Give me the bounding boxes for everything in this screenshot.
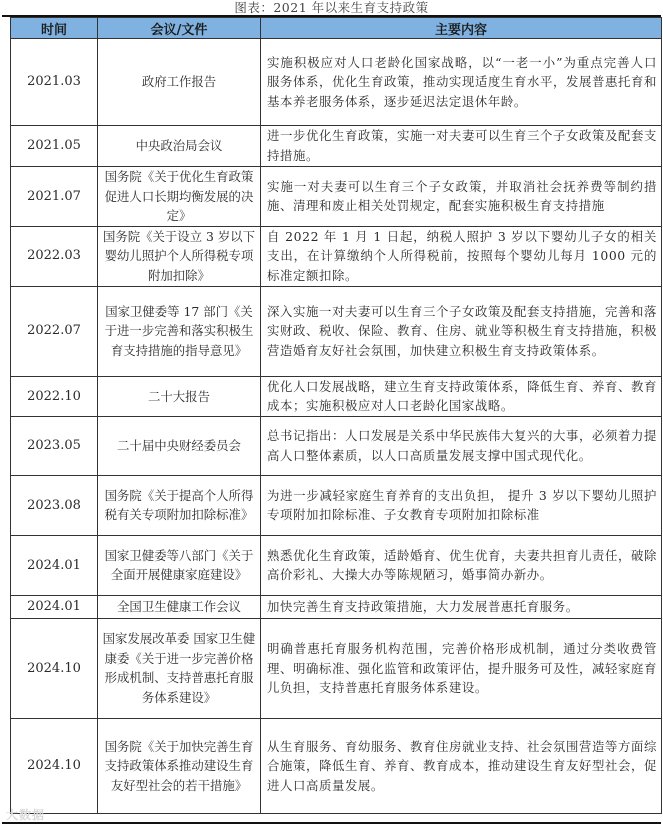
cell-content: 优化人口发展战略，建立生育支持政策体系，降低生育、养育、教育成本；实施积极应对人口老龄化国家战略。 (261, 376, 662, 416)
cell-meeting: 政府工作报告 (98, 39, 261, 126)
cell-content: 自 2022 年 1 月 1 日起，纳税人照护 3 岁以下婴幼儿子女的相关支出，在计算缴纳个人所得税前，按照每个婴幼儿每月 1000 元的标准定额扣除。 (261, 226, 662, 286)
cell-content: 熟悉优化生育政策，适龄婚育、优生优育，夫妻共担育儿责任，破除高价彩礼、大操大办等陈规陋习，婚事简办新办。 (261, 535, 662, 595)
cell-content: 实施积极应对人口老龄化国家战略，以“一老一小”为重点完善人口服务体系，优化生育政策，推动实现适度生育水平，发展普惠托育和基本养老服务体系，逐步延迟法定退休年龄。 (261, 39, 662, 126)
cell-content: 进一步优化生育政策，实施一对夫妻可以生育三个子女政策及配套支持措施。 (261, 126, 662, 167)
table-row (11, 126, 662, 167)
cell-meeting: 二十大报告 (98, 376, 261, 416)
header-row (11, 18, 662, 39)
bottom-rule (2, 822, 661, 824)
header-time: 时间 (11, 18, 98, 39)
cell-meeting: 中央政治局会议 (98, 126, 261, 167)
cell-time: 2021.07 (11, 167, 98, 227)
cell-time: 2022.07 (11, 286, 98, 376)
table-row (11, 167, 662, 227)
table-row (11, 226, 662, 286)
cell-content: 从生育服务、育幼服务、教育住房就业支持、社会氛围营造等方面综合施策，降低生育、养育、教育成本，推动建设生育友好型社会，促进人口高质量发展。 (261, 718, 662, 813)
cell-time: 2024.01 (11, 535, 98, 595)
table-row (11, 535, 662, 595)
header-meeting: 会议/文件 (98, 18, 261, 39)
policy-table (10, 17, 662, 814)
cell-time: 2021.03 (11, 39, 98, 126)
table-row (11, 376, 662, 416)
table-row (11, 475, 662, 535)
cell-time: 2023.08 (11, 475, 98, 535)
cell-meeting: 国家发展改革委 国家卫生健康委《关于进一步完善价格形成机制、支持普惠托育服务体系建设》 (98, 618, 261, 718)
cell-content: 加快完善生育支持政策措施，大力发展普惠托育服务。 (261, 595, 662, 618)
table-row (11, 595, 662, 618)
cell-meeting: 国务院《关于加快完善生育支持政策体系推动建设生育友好型社会的若干措施》 (98, 718, 261, 813)
cell-content: 总书记指出：人口发展是关系中华民族伟大复兴的大事，必须着力提高人口整体素质，以人口高质量发展支撑中国式现代化。 (261, 416, 662, 475)
cell-meeting: 国家卫健委等八部门《关于全面开展健康家庭建设》 (98, 535, 261, 595)
cell-content: 实施一对夫妻可以生育三个子女政策，并取消社会抚养费等制约措施、清理和废止相关处罚规定，配套实施积极生育支持措施 (261, 167, 662, 227)
cell-content: 为进一步减轻家庭生育养育的支出负担， 提升 3 岁以下婴幼儿照护专项附加扣除标准、子女教育专项附加扣除标准 (261, 475, 662, 535)
cell-meeting: 全国卫生健康工作会议 (98, 595, 261, 618)
cell-meeting: 国务院《关于优化生育政策促进人口长期均衡发展的决定》 (98, 167, 261, 227)
cell-time: 2022.10 (11, 376, 98, 416)
table-row (11, 286, 662, 376)
table-row (11, 718, 662, 813)
watermark-logo: 大数据 (6, 808, 46, 822)
cell-meeting: 国家卫健委等 17 部门《关于进一步完善和落实积极生育支持措施的指导意见》 (98, 286, 261, 376)
cell-time: 2022.03 (11, 226, 98, 286)
header-content: 主要内容 (261, 18, 662, 39)
cell-content: 明确普惠托育服务机构范围，完善价格形成机制，通过分类收费管理、明确标准、强化监管和政策评估，提升服务可及性，减轻家庭育儿负担，支持普惠托育服务体系建设。 (261, 618, 662, 718)
figure-caption: 图表：2021 年以来生育支持政策 (234, 0, 429, 15)
cell-meeting: 国务院《关于设立 3 岁以下婴幼儿照护个人所得税专项附加扣除》 (98, 226, 261, 286)
cell-meeting: 二十届中央财经委员会 (98, 416, 261, 475)
cell-meeting: 国务院《关于提高个人所得税有关专项附加扣除标准》 (98, 475, 261, 535)
cell-time: 2024.10 (11, 618, 98, 718)
table-row (11, 416, 662, 475)
cell-content: 深入实施一对夫妻可以生育三个子女政策及配套支持措施，完善和落实财政、税收、保险、教育、住房、就业等积极生育支持措施，积极营造婚育友好社会氛围，加快建立积极生育支持政策体系。 (261, 286, 662, 376)
cell-time: 2023.05 (11, 416, 98, 475)
cell-time: 2021.05 (11, 126, 98, 167)
table-row (11, 39, 662, 126)
cell-time: 2024.10 (11, 718, 98, 813)
cell-time: 2024.01 (11, 595, 98, 618)
table-row (11, 618, 662, 718)
